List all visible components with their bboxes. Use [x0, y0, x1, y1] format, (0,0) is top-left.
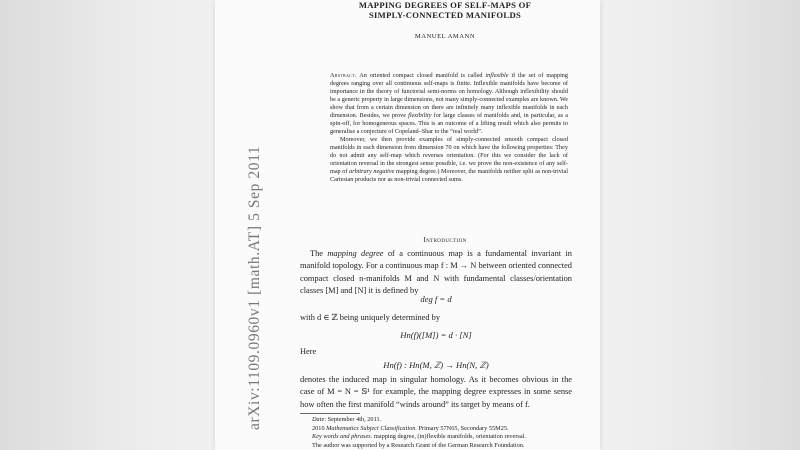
body-text: Here — [300, 347, 317, 356]
section-heading-introduction: Introduction — [423, 236, 467, 244]
footnote-support — [312, 442, 582, 450]
abstract-text: An oriented compact closed manifold is called — [356, 72, 486, 79]
footnote-text: Primary 57N65, Secondary 55M25. — [416, 424, 509, 432]
abstract-text: Moreover, we then provide examples of simply-connected smooth compact closed manifolds in each dimension from dimension 70 on which have the following properties: They do not admit any self-map which reverses orientation. (For this we consider the lack of orientation reversal in the strongest sense possible, i.e. we prove the non-existence of any self-map of — [330, 136, 568, 175]
footnote-text: The author was supported by a Research Grant of the German Research Foundation. — [312, 441, 525, 449]
arxiv-stamp — [215, 68, 263, 448]
body-text: denotes the induced map in singular homology. As it becomes obvious in the case of M = N = 𝕊¹ for example, the mapping degree expresses in some sense how often the first manifold “winds around” its target by means of f. — [300, 375, 572, 409]
footnote-text: 2010 — [312, 424, 327, 432]
equation-homology-fundamental-class: Hn(f)([M]) = d · [N] — [400, 330, 472, 340]
footnote-date — [312, 416, 582, 425]
viewer-background-left — [0, 0, 215, 450]
equation-degree: deg f = d — [420, 294, 452, 304]
abstract-text: mapping degree.) Moreover, the manifolds neither split as non-trivial Cartesian products nor as non-trivial connected sums. — [330, 168, 569, 183]
footnote-label: Mathematics Subject Classification. — [326, 424, 417, 432]
footnote-text: mapping degree, (in)flexible manifolds, orientation reversal. — [372, 433, 526, 440]
body-text: The — [310, 249, 328, 258]
footnote-rule — [300, 413, 360, 414]
abstract — [330, 72, 568, 184]
equation-induced-map: Hn(f) : Hn(M, ℤ) → Hn(N, ℤ) — [383, 360, 489, 370]
abstract-label: Abstract. — [330, 72, 357, 79]
intro-paragraph-2 — [300, 312, 572, 324]
abstract-emphasis: arbitrary negative — [349, 168, 395, 175]
intro-paragraph-3 — [300, 346, 572, 358]
footnote-label: Key words and phrases. — [312, 433, 373, 440]
abstract-emphasis: flexibility — [408, 112, 432, 119]
body-text: of a continuous map is a fundamental invariant in manifold topology. For a continuous map f : M → N between oriented connected compact closed n-manifolds M and N with fundamental classes/orientation classes [M] and [N] it is defined by — [300, 249, 572, 295]
body-text: with d ∈ ℤ being uniquely determined by — [300, 313, 441, 322]
paper-title-line-2: SIMPLY-CONNECTED MANIFOLDS — [368, 10, 522, 20]
intro-paragraph-4 — [300, 374, 572, 411]
abstract-paragraph-2 — [330, 136, 568, 184]
body-emphasis: mapping degree — [327, 249, 384, 258]
abstract-emphasis: inflexible — [485, 72, 509, 79]
arxiv-stamp-text: arXiv:1109.0960v1 [math.AT] 5 Sep 2011 — [246, 145, 263, 430]
intro-paragraph-1 — [300, 248, 572, 297]
author-name: MANUEL AMANN — [414, 33, 476, 40]
abstract-paragraph-1 — [330, 72, 568, 136]
abstract-text: if the set of mapping degrees ranging over all continuous self-maps is finite. Inflexible manifolds have become of importance in the theory of functorial semi-norms on homology. Although inflexibility should be a generic property in large dimensions, not many simply-connected examples are known. We show that from a certain dimension on there are infinitely many inflexible manifolds in each dimension. Besides, we prove — [330, 72, 568, 119]
paper-title-line-1: MAPPING DEGREES OF SELF-MAPS OF — [358, 0, 532, 10]
footnote-text: : September 4th, 2011. — [324, 416, 382, 423]
abstract-text: for large classes of manifolds and, in particular, as a spin-off, for homogeneous spaces. This is an outcome of a lifting result which also permits to generalise a conjecture of Copeland–Shar to the “real world”. — [330, 112, 568, 135]
footnote-label: Date — [312, 416, 325, 423]
footnote-keywords — [312, 433, 582, 442]
viewer-background-right — [600, 0, 800, 450]
footnote-msc — [312, 425, 582, 434]
